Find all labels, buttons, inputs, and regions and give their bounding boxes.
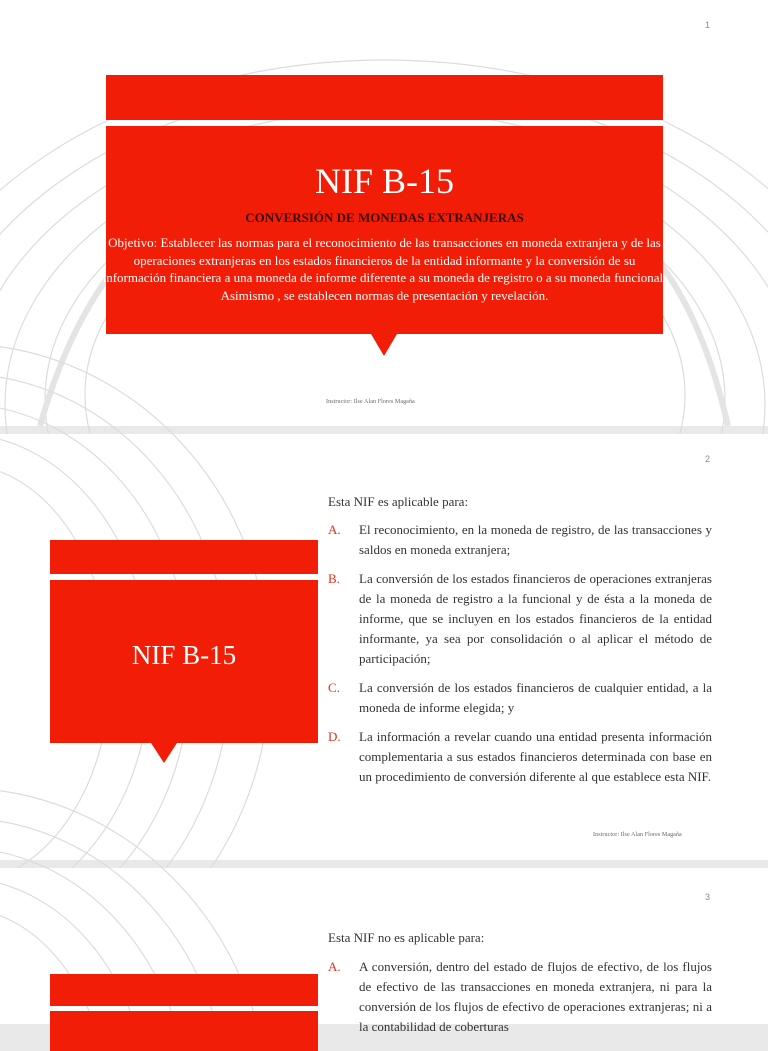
applicability-list (328, 520, 712, 796)
list-letter: A. (328, 522, 341, 537)
title-box (50, 580, 318, 743)
list-text: El reconocimiento, en la moneda de registro, de las transacciones y saldos en moneda extranjera; (359, 522, 712, 557)
slide-3 (0, 868, 768, 1034)
instructor-credit: Instructor: Ilse Alan Flores Magaña (593, 832, 682, 838)
list-letter: C. (328, 680, 340, 695)
slide-subtitle: CONVERSIÓN DE MONEDAS EXTRANJERAS (245, 210, 524, 225)
callout-pointer (371, 334, 397, 356)
title-box (102, 126, 667, 334)
page-number: 1 (704, 20, 710, 30)
list-letter: A. (328, 959, 341, 974)
title-box (50, 1011, 318, 1051)
list-text: La conversión de los estados financieros de cualquier entidad, a la moneda de informe elegida; y (359, 680, 712, 715)
title-top-bar (50, 540, 318, 574)
intro-text: Esta NIF no es aplicable para: (328, 930, 485, 945)
slide-title: NIF B-15 (314, 161, 454, 201)
list-item (328, 569, 712, 669)
callout-pointer (151, 743, 177, 763)
list-text: La conversión de los estados financieros de operaciones extranjeras de la moneda de registro a la funcional y de ésta a la moneda de informe, que se incluyen en los estados financieros de la entidad informante, ya sea por consolidación o al aplicar el método de participación; (359, 571, 712, 666)
slide-1 (0, 0, 768, 426)
page-number: 3 (704, 892, 710, 902)
list-item (328, 727, 712, 787)
list-item (328, 957, 712, 1037)
title-top-bar (106, 75, 663, 120)
slide-title: NIF B-15 (131, 640, 237, 670)
list-letter: B. (328, 571, 340, 586)
title-top-bar (50, 974, 318, 1006)
list-item (328, 520, 712, 560)
list-text: A conversión, dentro del estado de flujos de efectivo, de los flujos de efectivo de las transacciones en moneda extranjera, ni para la conversión de los flujos de efectivo de operaciones extranjeras; ni a la contabilidad de coberturas (359, 959, 712, 1034)
list-letter: D. (328, 729, 341, 744)
slide-2 (0, 434, 768, 860)
objective-text: Objetivo: Establecer las normas para el reconocimiento de las transacciones en moneda extranjera y de las operaciones extranjeras en los estados financieros de la entidad informante y la conversión de su información financiera a una moneda de informe diferente a su moneda de registro o a su moneda funcional. Asimismo , se establecen normas de presentación y revelación. (102, 235, 667, 303)
list-item (328, 678, 712, 718)
page-number: 2 (704, 454, 710, 464)
non-applicability-list (328, 957, 712, 1046)
list-text: La información a revelar cuando una entidad presenta información complementaria a sus estados financieros determinada con base en un procedimiento de conversión diferente al que establece esta NIF. (359, 729, 712, 784)
instructor-credit: Instructor: Ilse Alan Flores Magaña (326, 399, 415, 405)
intro-text: Esta NIF es aplicable para: (328, 494, 469, 509)
